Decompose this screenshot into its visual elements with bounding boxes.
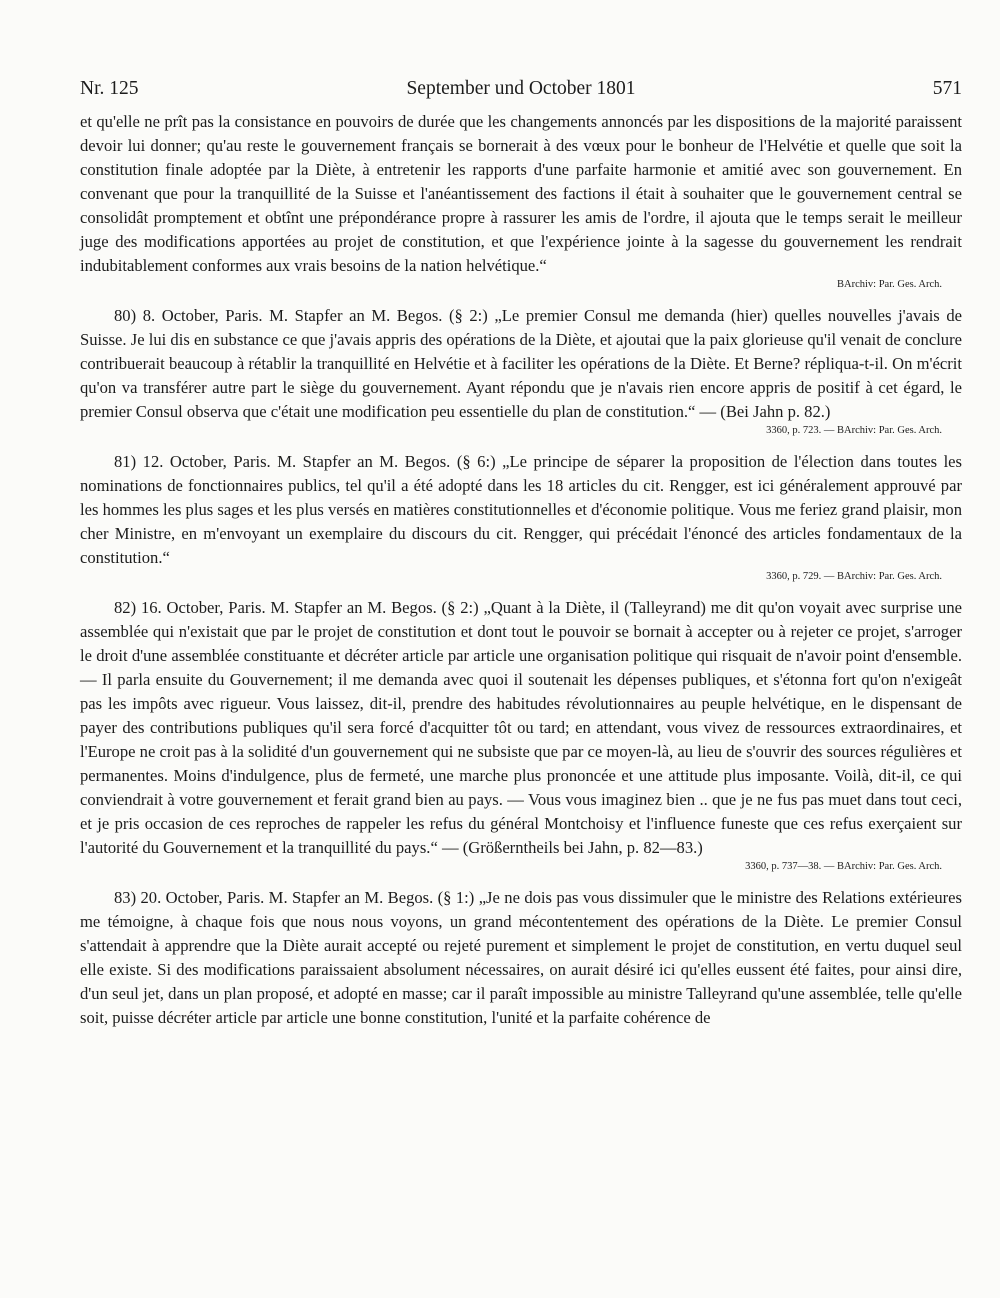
entry-82: 82) 16. October, Paris. M. Stapfer an M. Begos. (§ 2:) „Quant à la Diète, il (Talleyrand) me dit qu'on voyait avec surprise une assemblée qui n'existait que par le projet de constitution et dont tout le pouvoir se bornait à accepter ou à rejeter ce projet, s'arroger le droit d'une assemblée constituante et décréter article par article une organisation politique qui risquait de n'avoir point d'ensemble. — Il parla ensuite du Gouvernement; il me demanda avec quoi il soutenait les dépenses publiques, et s'étonna fort qu'on n'exigeât pas les impôts avec rigueur. Vous laissez, dit-il, prendre des habitudes révolutionnaires au peuple helvétique, en le dispensant de payer des contributions publiques qu'il sera forcé d'acquitter tôt ou tard; en attendant, vous vivez de ressources extraordinaires, et l'Europe ne croit pas à la solidité d'un gouvernement qui ne subsiste que par ce moyen-là, au lieu de s'ouvrir des sources régulières et permanentes. Moins d'indulgence, plus de fermeté, une marche plus prononcée et une attitude plus imposante. Voilà, dit-il, ce qui conviendrait à votre gouvernement et ferait grand bien au pays. — Vous vous imaginez bien .. que je ne fus pas muet dans tout ceci, et je pris occasion de ces reproches de rappeler les refus du général Montchoisy et l'influence funeste que ces refus exerçaient sur l'autorité du Gouvernement et la tranquillité du pays.“ — (Größerntheils bei Jahn, p. 82—83.) [80,598,962,857]
source-reference: 3360, p. 737—38. — BArchiv: Par. Ges. Arch. [745,861,942,872]
source-reference: 3360, p. 723. — BArchiv: Par. Ges. Arch. [766,425,942,436]
document-number: Nr. 125 [80,78,139,99]
document-body [80,110,962,1030]
running-header [80,78,962,108]
entry-80: 80) 8. October, Paris. M. Stapfer an M. Begos. (§ 2:) „Le premier Consul me demanda (hier) quelles nouvelles j'avais de Suisse. Je lui dis en substance ce que j'avais appris des opérations de la Diète, et ajoutai que la paix glorieuse qu'il venait de conclure contribuerait beaucoup à rétablir la tranquillité en Helvétie et à faciliter les opérations de la Diète. Et Berne? répliqua-t-il. On m'écrit qu'on va transférer autre part le siège du gouvernement. Ayant répondu que je n'avais rien encore appris de positif à cet égard, le premier Consul observa que c'était une modification peu essentielle du plan de constitution.“ — (Bei Jahn p. 82.) [80,306,962,421]
source-reference: 3360, p. 729. — BArchiv: Par. Ges. Arch. [766,571,942,582]
running-title: September und October 1801 [406,78,636,99]
entry-83: 83) 20. October, Paris. M. Stapfer an M. Begos. (§ 1:) „Je ne dois pas vous dissimuler que le ministre des Relations extérieures me témoigne, à chaque fois que nous nous voyons, un grand mécontentement des opérations de la Diète. Le premier Consul s'attendait à apprendre que la Diète aurait accepté ou rejeté purement et simplement le projet de constitution, en vertu duquel seul elle existe. Si des modifications paraissaient absolument nécessaires, on aurait désiré ici qu'elles eussent été faites, pour ainsi dire, d'un seul jet, dans un plan proposé, et adopté en masse; car il paraît impossible au ministre Talleyrand qu'une assemblée, telle qu'elle soit, puisse décréter article par article une bonne constitution, l'unité et la parfaite cohérence de [80,888,962,1027]
entry-81: 81) 12. October, Paris. M. Stapfer an M. Begos. (§ 6:) „Le principe de séparer la proposition de l'élection dans toutes les nominations de fonctionnaires publics, tel qu'il a été adopté dans les 18 articles du cit. Rengger, est ici généralement approuvé par les hommes les plus sages et les plus versés en matières constitutionnelles et d'économie politique. Vous me feriez grand plaisir, mon cher Ministre, en m'envoyant un exemplaire du discours du cit. Rengger, qui précédait l'énoncé des articles fondamentaux de la constitution.“ [80,452,962,567]
paragraph-continued: et qu'elle ne prît pas la consistance en pouvoirs de durée que les changements annoncés par les dispositions de la majorité paraissent devoir lui donner; qu'au reste le gouvernement français se bornerait à des vœux pour le bonheur de l'Helvétie et quelle que soit la constitution finale adoptée par la Diète, à entretenir les rapports d'une parfaite harmonie et amitié avec son gouvernement. En convenant que pour la tranquillité de la Suisse et l'anéantissement des factions il était à souhaiter que le gouvernement central se consolidât promptement et obtînt une prépondérance propre à rassurer les amis de l'ordre, il ajouta que le temps serait le meilleur juge des modifications apportées au projet de constitution, et que l'expérience jointe à la sagesse du gouvernement les rendrait indubitablement conformes aux vrais besoins de la nation helvétique.“ [80,112,962,275]
source-reference: BArchiv: Par. Ges. Arch. [837,279,942,290]
page-number: 571 [932,78,962,99]
